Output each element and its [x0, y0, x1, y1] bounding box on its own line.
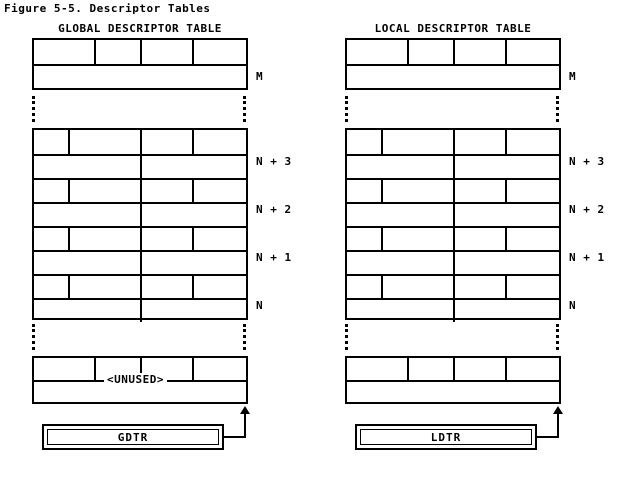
- cell-divider: [192, 276, 194, 298]
- cell-divider: [192, 180, 194, 202]
- table-row: [347, 298, 559, 322]
- cell-divider: [68, 228, 70, 250]
- cell-divider: [453, 180, 455, 202]
- cell-divider: [140, 252, 142, 274]
- gdtr-register-label: GDTR: [47, 429, 219, 445]
- table-row: [34, 202, 246, 226]
- ldt-row-label-m: M: [569, 70, 577, 83]
- table-row: [347, 226, 559, 250]
- gdt-ellipsis-upper-right: [243, 96, 249, 122]
- table-row: [347, 274, 559, 298]
- table-row: [34, 178, 246, 202]
- cell-divider: [453, 358, 455, 380]
- cell-divider: [453, 252, 455, 274]
- cell-divider: [453, 130, 455, 154]
- ldt-row-label-n-plus-1: N + 1: [569, 251, 605, 264]
- cell-divider: [192, 358, 194, 380]
- cell-divider: [68, 130, 70, 154]
- gdt-unused-label: <UNUSED>: [104, 373, 167, 386]
- cell-divider: [453, 204, 455, 226]
- gdt-ellipsis-lower-right: [243, 324, 249, 350]
- table-row: [347, 40, 559, 64]
- ldt-middle-block: [345, 128, 561, 320]
- table-row: [34, 64, 246, 88]
- cell-divider: [453, 276, 455, 298]
- gdt-row-label-n-plus-3: N + 3: [256, 155, 292, 168]
- cell-divider: [381, 228, 383, 250]
- table-row: [347, 202, 559, 226]
- cell-divider: [140, 180, 142, 202]
- cell-divider: [453, 156, 455, 178]
- cell-divider: [453, 40, 455, 64]
- gdt-middle-block: [32, 128, 248, 320]
- cell-divider: [505, 358, 507, 380]
- gdt-row-label-n-plus-1: N + 1: [256, 251, 292, 264]
- gdt-ellipsis-upper: [32, 96, 38, 122]
- table-row: [34, 226, 246, 250]
- cell-divider: [192, 130, 194, 154]
- cell-divider: [140, 228, 142, 250]
- ldt-row-label-n-plus-3: N + 3: [569, 155, 605, 168]
- cell-divider: [505, 180, 507, 202]
- cell-divider: [140, 40, 142, 64]
- table-row: [347, 178, 559, 202]
- table-row: [347, 380, 559, 402]
- cell-divider: [407, 358, 409, 380]
- ldt-ellipsis-upper: [345, 96, 351, 122]
- ldt-ellipsis-lower-right: [556, 324, 562, 350]
- ldt-bottom-block: [345, 356, 561, 404]
- cell-divider: [192, 40, 194, 64]
- cell-divider: [140, 204, 142, 226]
- cell-divider: [140, 276, 142, 298]
- ldt-title: LOCAL DESCRIPTOR TABLE: [374, 22, 532, 35]
- ldt-ellipsis-upper-right: [556, 96, 562, 122]
- gdt-title: GLOBAL DESCRIPTOR TABLE: [58, 22, 222, 35]
- gdtr-arrow-icon: [240, 406, 250, 414]
- ldt-row-label-n: N: [569, 299, 577, 312]
- table-row: [347, 154, 559, 178]
- gdt-top-block: [32, 38, 248, 90]
- gdt-row-label-m: M: [256, 70, 264, 83]
- table-row: [34, 274, 246, 298]
- cell-divider: [140, 300, 142, 322]
- ldtr-connector-vertical: [557, 414, 559, 438]
- cell-divider: [381, 180, 383, 202]
- cell-divider: [453, 228, 455, 250]
- cell-divider: [505, 130, 507, 154]
- cell-divider: [505, 276, 507, 298]
- ldtr-connector-horizontal: [537, 436, 559, 438]
- cell-divider: [140, 156, 142, 178]
- gdtr-connector-horizontal: [224, 436, 246, 438]
- cell-divider: [192, 228, 194, 250]
- gdt-ellipsis-lower: [32, 324, 38, 350]
- ldtr-register-label: LDTR: [360, 429, 532, 445]
- gdt-row-label-n: N: [256, 299, 264, 312]
- ldt-row-label-n-plus-2: N + 2: [569, 203, 605, 216]
- cell-divider: [381, 130, 383, 154]
- gdtr-register: [42, 424, 224, 450]
- ldtr-arrow-icon: [553, 406, 563, 414]
- ldtr-register: [355, 424, 537, 450]
- gdtr-connector-vertical: [244, 414, 246, 438]
- cell-divider: [505, 40, 507, 64]
- cell-divider: [407, 40, 409, 64]
- cell-divider: [140, 130, 142, 154]
- cell-divider: [505, 228, 507, 250]
- table-row: [347, 64, 559, 88]
- figure-caption: Figure 5-5. Descriptor Tables: [4, 2, 211, 15]
- table-row: [347, 130, 559, 154]
- ldt-top-block: [345, 38, 561, 90]
- table-row: [34, 298, 246, 322]
- cell-divider: [94, 40, 96, 64]
- gdt-row-label-n-plus-2: N + 2: [256, 203, 292, 216]
- cell-divider: [94, 358, 96, 380]
- table-row: [347, 358, 559, 380]
- ldt-ellipsis-lower: [345, 324, 351, 350]
- table-row: [34, 40, 246, 64]
- cell-divider: [68, 180, 70, 202]
- cell-divider: [453, 300, 455, 322]
- table-row: [34, 130, 246, 154]
- cell-divider: [68, 276, 70, 298]
- cell-divider: [381, 276, 383, 298]
- table-row: [347, 250, 559, 274]
- table-row: [34, 250, 246, 274]
- table-row: [34, 154, 246, 178]
